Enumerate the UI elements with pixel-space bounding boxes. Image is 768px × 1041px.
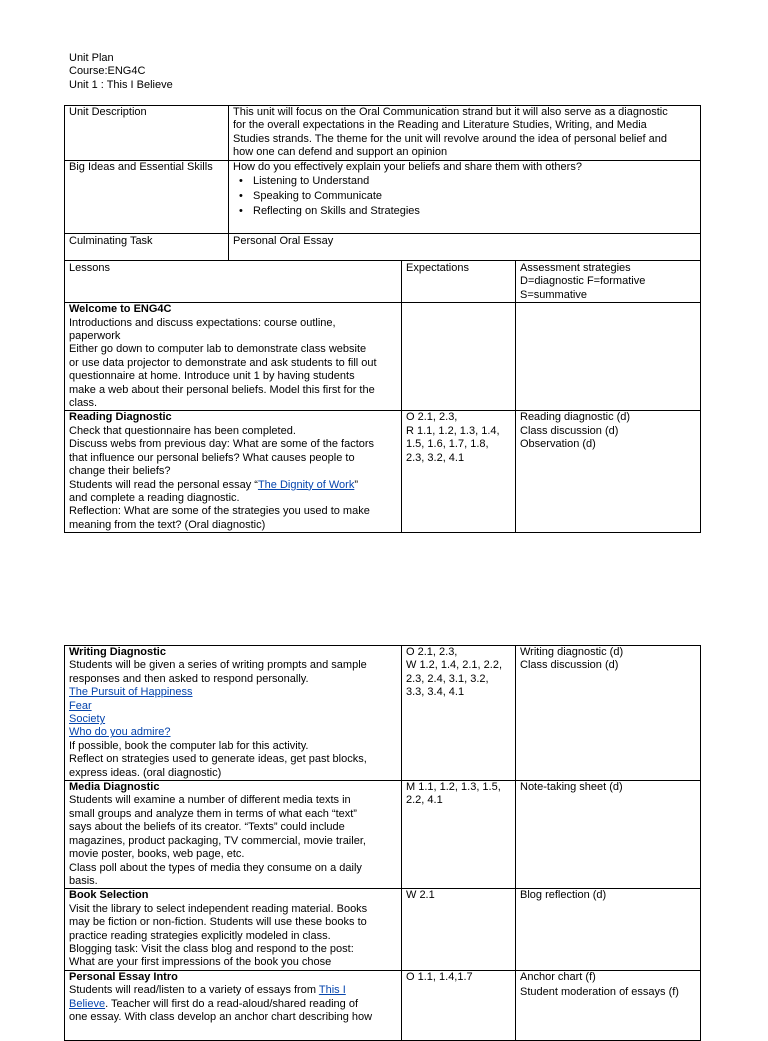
culminating-task-row <box>65 234 701 261</box>
list-item: • Reflecting on Skills and Strategies <box>253 204 696 219</box>
unit-description-text: This unit will focus on the Oral Communication strand but it will also serve as a diagnostic for the overall expectations in the Reading and Literature Studies, Writing, and Media Studies strands. The theme for the unit will revolve around the idea of personal belief and how one can defend and support an opinion <box>229 106 701 161</box>
unit-description-row <box>65 106 701 161</box>
lesson-assessment: Anchor chart (f) Student moderation of essays (f) <box>516 970 701 1040</box>
lesson-book-selection: Book Selection Visit the library to select independent reading material. Books may be fiction or non-fiction. Students will use these books to practice reading strategies explicitly modeled in class. Blogging task: Visit the class blog and respond to the post: What are your first impressions of the book you chose <box>65 889 402 970</box>
table-row <box>65 970 701 1040</box>
list-item: • Speaking to Communicate <box>253 189 696 204</box>
table-row <box>65 411 701 533</box>
pursuit-of-happiness-link[interactable]: The Pursuit of Happiness <box>69 686 193 699</box>
lesson-assessment <box>516 303 701 411</box>
society-link[interactable]: Society <box>69 713 106 726</box>
table-row <box>65 646 701 781</box>
lesson-writing-diagnostic: Writing Diagnostic Students will be given a series of writing prompts and sample responses and then asked to respond personally. The Pursuit of Happiness Fear Society Who do you admire? If possible, book the computer lab for this activity. Reflect on strategies used to generate ideas, get past blocks, express ideas. (oral diagnostic) <box>65 646 402 781</box>
dignity-of-work-link[interactable]: The Dignity of Work <box>257 478 355 491</box>
lesson-title: Writing Diagnostic <box>69 646 166 658</box>
lesson-title: Reading Diagnostic <box>69 411 172 424</box>
unit-plan-table <box>64 105 701 533</box>
lesson-expectations <box>402 303 516 411</box>
doc-title: Unit Plan <box>69 52 114 64</box>
document-header <box>69 52 173 92</box>
fear-link[interactable]: Fear <box>69 699 92 712</box>
big-ideas-list <box>233 174 696 219</box>
lesson-title: Media Diagnostic <box>69 781 160 794</box>
table-row <box>65 781 701 889</box>
assessment-column-header: Assessment strategies D=diagnostic F=formative S=summative <box>516 261 701 303</box>
course-code: Course:ENG4C <box>69 65 146 78</box>
lesson-assessment: Note-taking sheet (d) <box>516 781 701 889</box>
list-item: • Listening to Understand <box>253 174 696 189</box>
expectations-column-header: Expectations <box>402 261 516 303</box>
lesson-welcome: Welcome to ENG4C Introductions and discuss expectations: course outline, paperwork Either go down to computer lab to demonstrate class website or use data projector to demonstrate and ask students to fill out questionnaire at home. Introduce unit 1 by having students make a web about their personal beliefs. Model this first for the class. <box>65 303 402 411</box>
big-ideas-question: How do you effectively explain your beliefs and share them with others? <box>233 161 582 173</box>
big-ideas-label: Big Ideas and Essential Skills <box>65 161 229 234</box>
lesson-expectations: O 2.1, 2.3, R 1.1, 1.2, 1.3, 1.4, 1.5, 1.6, 1.7, 1.8, 2.3, 3.2, 4.1 <box>402 411 516 533</box>
unit-title: Unit 1 : This I Believe <box>69 78 173 91</box>
big-ideas-cell <box>229 161 701 234</box>
table-row <box>65 303 701 411</box>
lesson-title: Welcome to ENG4C <box>69 303 172 316</box>
lesson-expectations: O 2.1, 2.3, W 1.2, 1.4, 2.1, 2.2, 2.3, 2.4, 3.1, 3.2, 3.3, 3.4, 4.1 <box>402 646 516 781</box>
lesson-expectations: M 1.1, 1.2, 1.3, 1.5, 2.2, 4.1 <box>402 781 516 889</box>
lesson-title: Personal Essay Intro <box>69 970 178 983</box>
culminating-task-label: Culminating Task <box>65 234 229 261</box>
lessons-column-header: Lessons <box>65 261 402 303</box>
lesson-assessment: Writing diagnostic (d) Class discussion (d) <box>516 646 701 781</box>
lesson-assessment: Reading diagnostic (d) Class discussion (d) Observation (d) <box>516 411 701 533</box>
unit-description-label: Unit Description <box>65 106 229 161</box>
culminating-task-value: Personal Oral Essay <box>229 234 701 261</box>
this-i-believe-link[interactable]: This I <box>318 984 346 997</box>
lesson-expectations: O 1.1, 1.4,1.7 <box>402 970 516 1040</box>
who-do-you-admire-link[interactable]: Who do you admire? <box>69 726 171 739</box>
lessons-header-row <box>65 261 701 303</box>
this-i-believe-link-cont[interactable]: Believe <box>69 997 106 1010</box>
big-ideas-row <box>65 161 701 234</box>
table-row <box>65 889 701 970</box>
lesson-reading-diagnostic: Reading Diagnostic Check that questionnaire has been completed. Discuss webs from previous day: What are some of the factors that influence our personal beliefs? What causes people to change their beliefs? Students will read the personal essay “The Dignity of Work” and complete a reading diagnostic. Reflection: What are some of the strategies you used to make meaning from the text? (Oral diagnostic) <box>65 411 402 533</box>
lessons-table-continued <box>64 645 701 1041</box>
lesson-title: Book Selection <box>69 889 149 902</box>
lesson-media-diagnostic: Media Diagnostic Students will examine a number of different media texts in small groups and analyze them in terms of what each “text” says about the beliefs of its creator. “Texts” could include magazines, product packaging, TV commercial, movie trailer, movie poster, books, web page, etc. Class poll about the types of media they consume on a daily basis. <box>65 781 402 889</box>
lesson-assessment: Blog reflection (d) <box>516 889 701 970</box>
lesson-personal-essay-intro: Personal Essay Intro Students will read/listen to a variety of essays from This I Believe. Teacher will first do a read-aloud/shared reading of one essay. With class develop an anchor chart describing how <box>65 970 402 1040</box>
lesson-expectations: W 2.1 <box>402 889 516 970</box>
